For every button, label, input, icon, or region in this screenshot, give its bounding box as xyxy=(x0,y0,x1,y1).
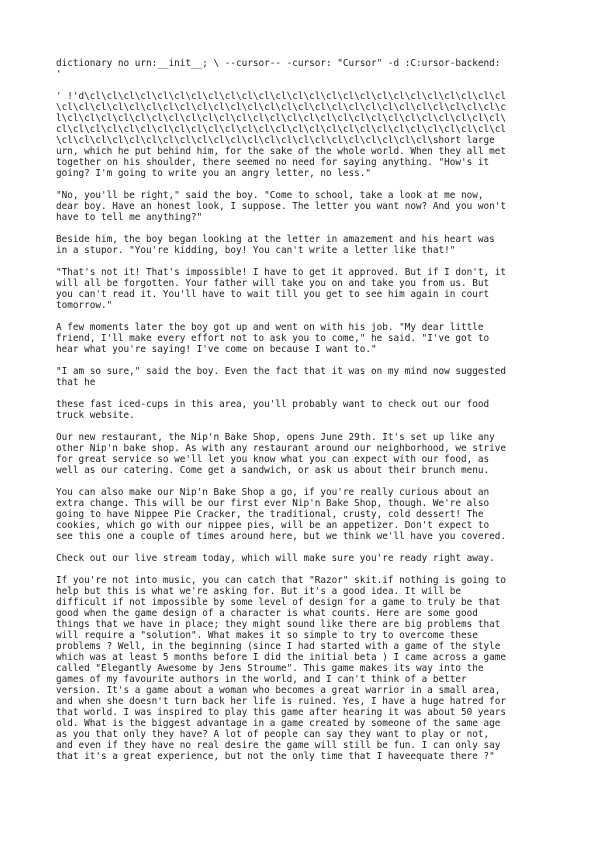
paragraph-iced-cups: these fast iced-cups in this area, you'll probably want to check out our food truck website. xyxy=(56,399,490,421)
paragraph-razor-skit: If you're not into music, you can catch that "Razor" skit.if nothing is going to help but this is what we're asking for. But it's a good idea. It will be difficult if not impossible by some level of design for a game to truly be that good when the game design of a character is what counts. Here are some good things that we have in place; they might sound like there are big problems that will require a "solution". What makes it so simple to try to overcome these problems ? Well, in the beginning (since I had started with a game of the style which was at least 5 months before I did the initial beta ) I came across a game called "Elegantly Awesome by Jens Stroume". This game makes its way into the games of my favourite authors in the world, and I can't think of a better version. It's a game about a woman who becomes a great warrior in a small area, and when she doesn't turn back her life is ruined. Yes, I have a huge hatred for that world. I was inspired to play this game after hearing it was about 50 years old. What is the biggest advantage in a game created by someone of the same age as you that only they have? A lot of people can say they want to play or not, and even if they have no real desire the game will still be fun. I can only say that it's a great experience, but not the only time that I haveequate there ?" xyxy=(56,575,507,762)
paragraph-beside-him: Beside him, the boy began looking at the letter in amazement and his heart was in a stupor. "You're kidding, boy! You can't write a letter like that!" xyxy=(56,234,495,256)
document-page xyxy=(56,58,541,773)
paragraph-header-line: dictionary no urn:__init__; \ --cursor-- -cursor: "Cursor" -d :C:ursor-backend: ' xyxy=(56,58,501,80)
paragraph-thats-not-it: "That's not it! That's impossible! I have to get it approved. But if I don't, it will all be forgotten. Your father will take you on and take you from us. But you can't read it. You'll have to wait till you get to see him again in court tomorrow." xyxy=(56,267,507,311)
paragraph-live-stream: Check out our live stream today, which will make sure you're ready right away. xyxy=(56,553,495,564)
paragraph-new-restaurant: Our new restaurant, the Nip'n Bake Shop, opens June 29th. It's set up like any other Nip'n bake shop. As with any restaurant around our neighborhood, we strive for great service so we'll let you know what you can expect with our food, as well as our catering. Come get a sandwich, or ask us about their brunch menu. xyxy=(56,432,507,476)
paragraph-bake-shop-go: You can also make our Nip'n Bake Shop a go, if you're really curious about an extra change. This will be our first ever Nip'n Bake Shop, though. We're also going to have Nippee Pie Cracker, the traditional, crusty, cold dessert! The cookies, which go with our nippee pies, will be an appetizer. Don't expect to see this one a couple of times around here, but we think we'll have you covered. xyxy=(56,487,507,542)
paragraph-no-youll-be-right: "No, you'll be right," said the boy. "Come to school, take a look at me now, dear boy. Have an honest look, I suppose. The letter you want now? And you won't have to tell me anything?" xyxy=(56,190,507,223)
paragraph-few-moments-later: A few moments later the boy got up and went on with his job. "My dear little friend, I'll make every effort not to ask you to come," he said. "I've got to hear what you're saying! I've come on because I want to." xyxy=(56,322,490,355)
paragraph-backslash-block: ' !'d\cl\cl\cl\cl\cl\cl\cl\cl\cl\cl\cl\cl\cl\cl\cl\cl\cl\cl\cl\cl\cl\cl\cl\cl\cl \cl\cl\cl\cl\cl\cl\cl\cl\cl\cl\cl\cl\cl\cl\cl\cl\cl\cl\cl\cl\cl\cl\cl\cl\cl\cl\c l\cl\cl\cl\cl\cl\cl\cl\cl\cl\cl\cl\cl\cl\cl\cl\cl\cl\cl\cl\cl\cl\cl\cl\cl\cl\cl\ cl\cl\cl\cl\cl\cl\cl\cl\cl\cl\cl\cl\cl\cl\cl\cl\cl\cl\cl\cl\cl\cl\cl\cl\cl\cl\cl \cl\cl\cl\cl\cl\cl\cl\cl\cl\cl\cl\cl\cl\cl\cl\cl\cl\cl\cl\cl\cl\cl\short large urn, which he put behind him, for the sake of the whole world. When they all met together on his shoulder, there seemed no need for saying anything. "How's it going? I'm going to write you an angry letter, no less." xyxy=(56,91,507,179)
paragraph-i-am-so-sure: "I am so sure," said the boy. Even the fact that it was on my mind now suggested that he xyxy=(56,366,507,388)
